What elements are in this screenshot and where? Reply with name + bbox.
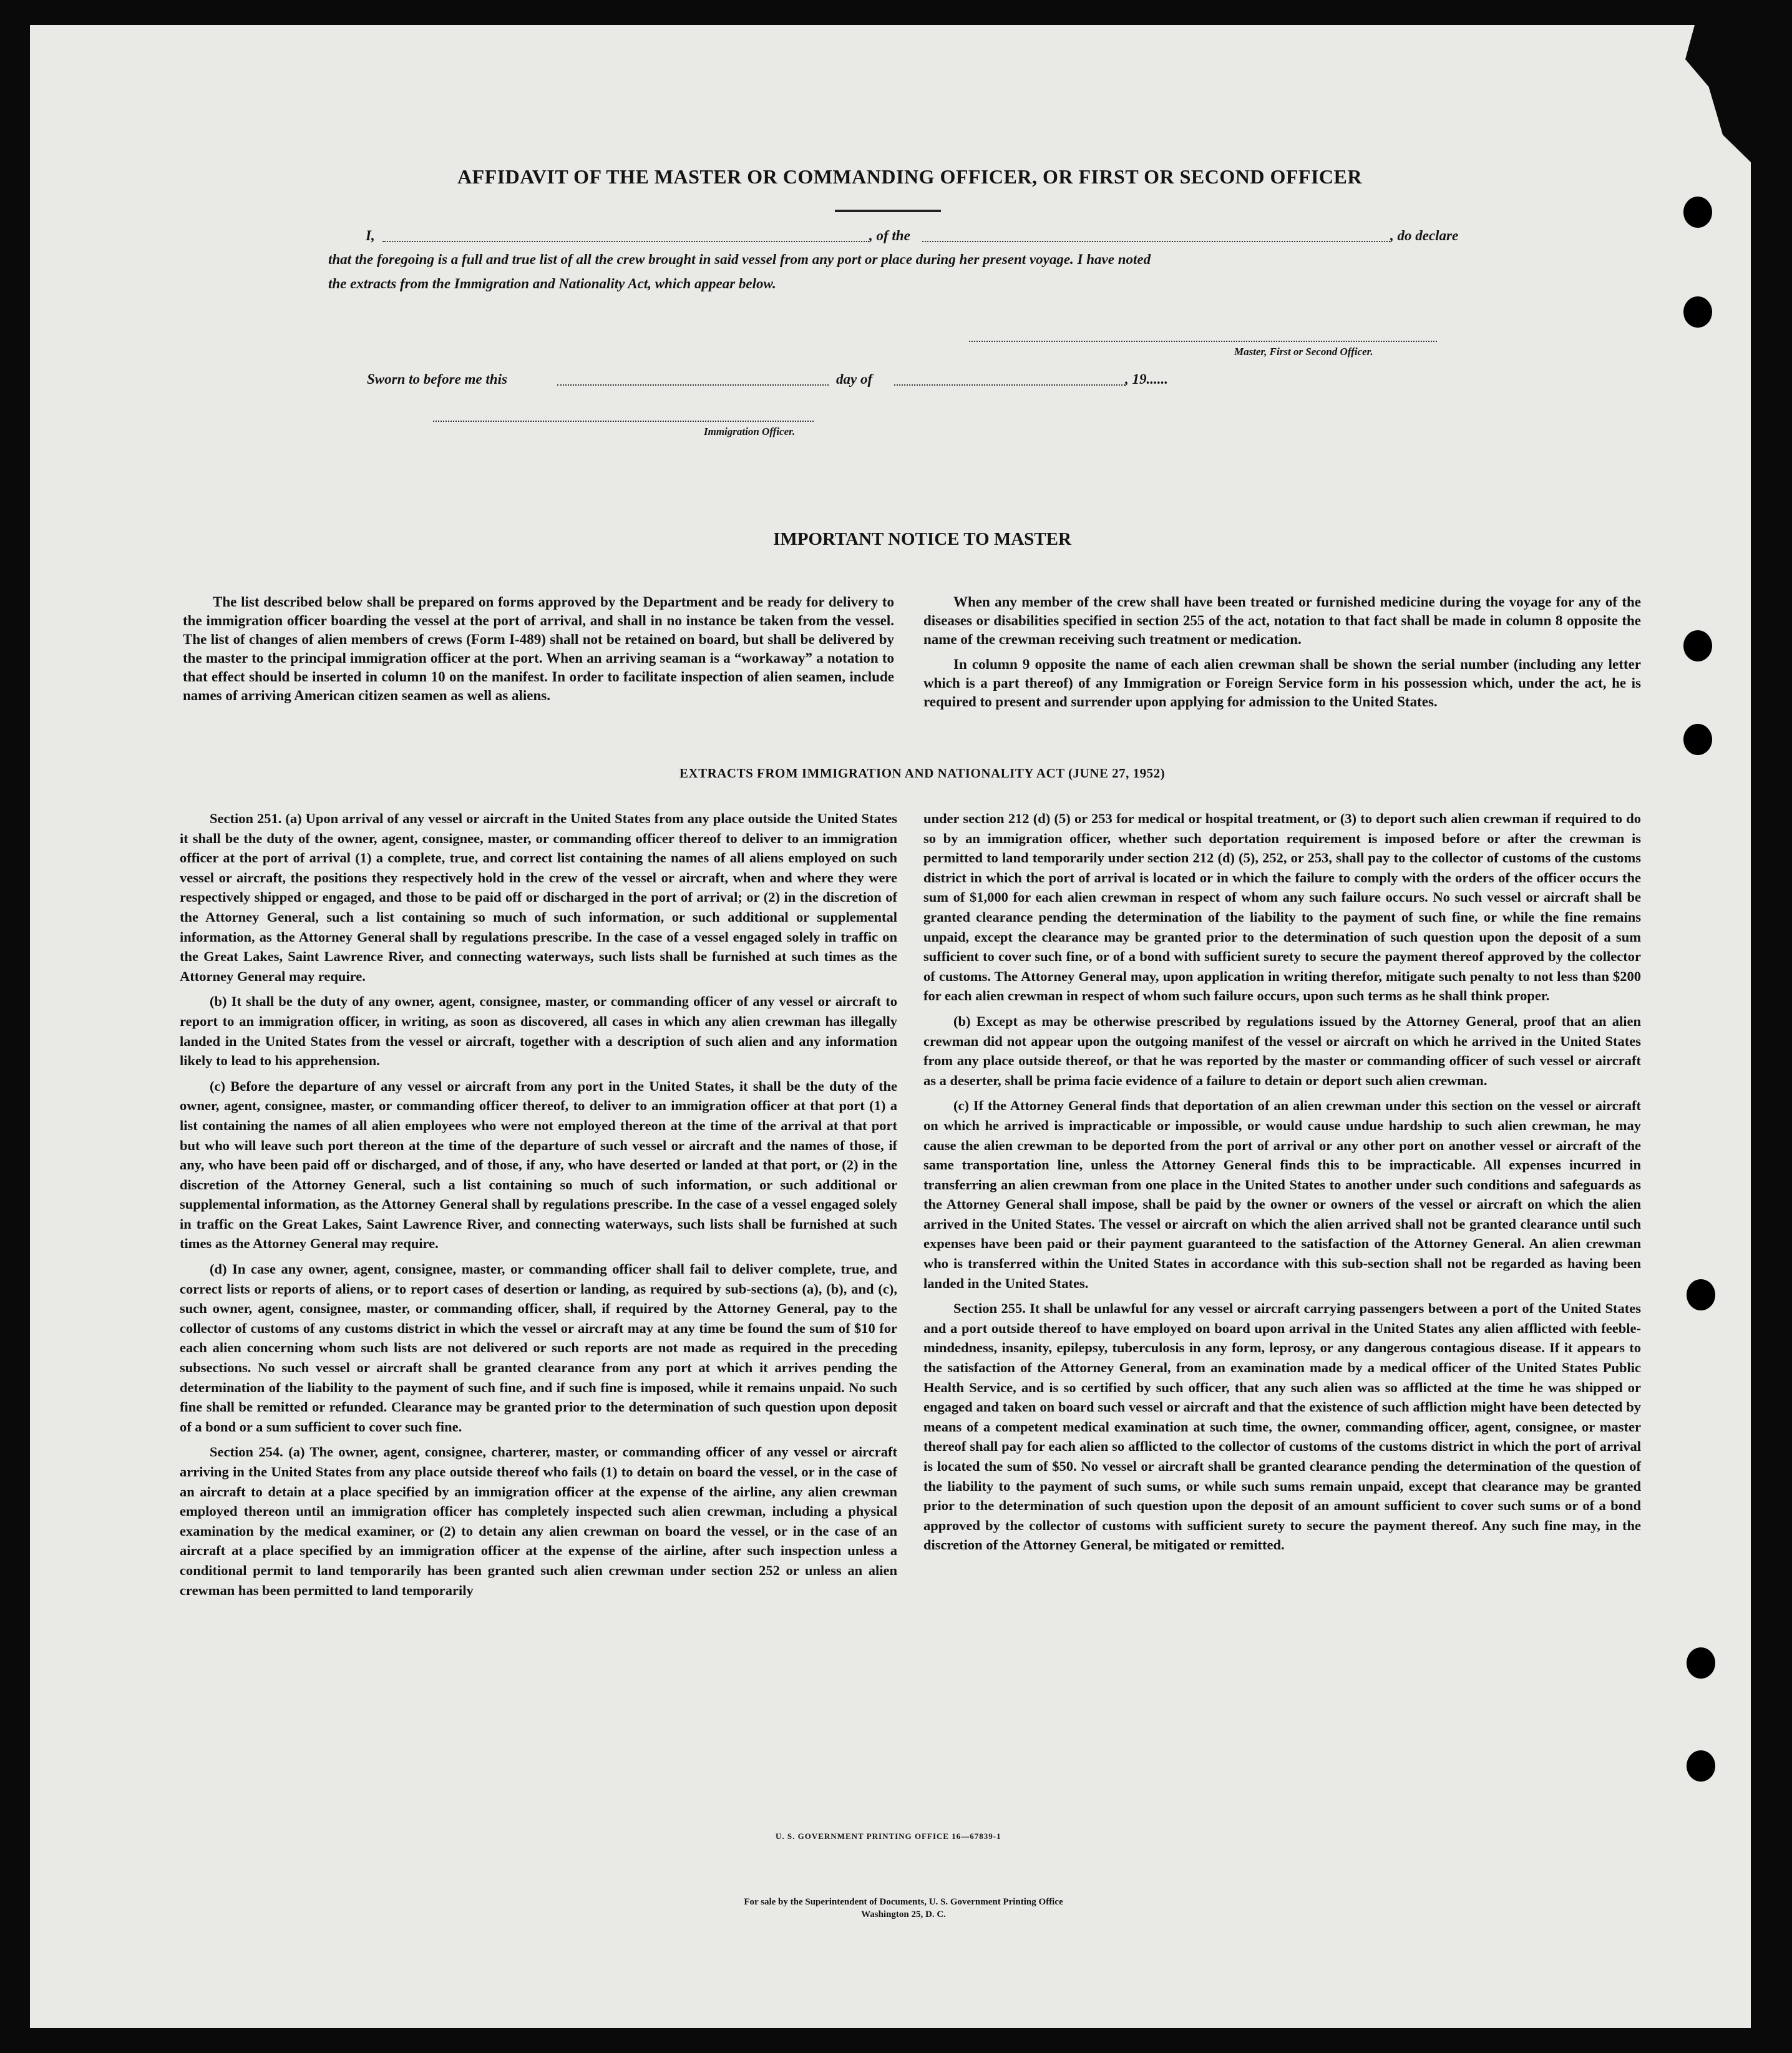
binder-hole — [1683, 197, 1712, 228]
extracts-right-column — [923, 809, 1641, 1561]
binder-hole — [1683, 296, 1712, 328]
binder-hole — [1683, 630, 1712, 661]
document-page — [30, 25, 1751, 2028]
declarant-name-blank[interactable] — [382, 241, 869, 242]
immigration-officer-signature-blank[interactable] — [433, 421, 814, 422]
binder-hole — [1687, 1279, 1715, 1310]
binder-hole — [1687, 1647, 1715, 1679]
master-signature-caption: Master, First or Second Officer. — [1234, 346, 1373, 358]
sworn-year-label: , 19...... — [1125, 371, 1168, 387]
notice-title: IMPORTANT NOTICE TO MASTER — [773, 529, 1071, 549]
statute-paragraph: Section 255. It shall be unlawful for any vessel or aircraft carrying passengers between a port of the United States and a port outside thereof to have employed on board upon arrival in the United States any alien afflicted with feeble-mindedness, insanity, epilepsy, tuberculosis in any form, leprosy, or any dangerous contagious disease. If it appears to the satisfaction of the Attorney General, from an examination made by a medical officer of the United States Public Health Service, and is so certified by such officer, that any such alien was so afflicted at the time he was shipped or engaged and taken on board such vessel or aircraft and that the existence of such affliction might have been detected by means of a competent medical examination at such time, the owner, commanding officer, agent, consignee, or master thereof shall pay for each alien so afflicted to the collector of customs of the customs district in which the port of arrival is located the sum of $50. No vessel or aircraft shall be granted clearance pending the determination of the question of the liability to the payment of such sums, or while such sums remain unpaid, except that clearance may be granted prior to the determination of such question upon the deposit of an amount sufficient to cover such sums or of a bond approved by the collector of customs with sufficient surety to secure the payment thereof. Any such fine may, in the discretion of the Attorney General, be mitigated or remitted. — [923, 1300, 1641, 1553]
statute-paragraph: (b) Except as may be otherwise prescribed by regulations issued by the Attorney General, proof that an alien crewman did not appear upon the outgoing manifest of the vessel or aircraft on which he arrived in the United States from any place outside thereof, or that he was reported by the master or commanding officer of such vessel or aircraft as a deserter, shall be prima facie evidence of a failure to detain or deport such alien crewman. — [923, 1013, 1641, 1088]
notice-left-column — [183, 593, 894, 711]
sworn-day-blank[interactable] — [557, 384, 829, 386]
notice-right-column — [923, 593, 1641, 718]
affidavit-title: AFFIDAVIT OF THE MASTER OR COMMANDING OFFICER, OR FIRST OR SECOND OFFICER — [457, 165, 1362, 188]
statute-paragraph: (c) Before the departure of any vessel or aircraft from any port in the United States, it shall be the duty of the owner, agent, consignee, master, or commanding officer thereof, to deliver to an immigration officer at that port (1) a list containing the names of all alien employees who were not employed thereon at the time of the arrival at that port but who will leave such port thereon at the time of the departure of such vessel or aircraft and the names of those, if any, who have been paid off or discharged, and of those, if any, who have deserted or landed at that port, or (2) in the discretion of the Attorney General, such a list containing so much of such information, or such additional or supplemental information, as the Attorney General shall by regulations prescribe. In the case of a vessel engaged solely in traffic on the Great Lakes, Saint Lawrence River, and connecting waterways, such lists shall be furnished at such times as the Attorney General may require. — [180, 1078, 897, 1252]
sale-notice-line: For sale by the Superintendent of Documents, U. S. Government Printing Office — [744, 1897, 1063, 1907]
vessel-name-blank[interactable] — [922, 241, 1390, 242]
title-rule — [835, 210, 941, 212]
statute-paragraph: (b) It shall be the duty of any owner, agent, consignee, master, or commanding officer of any vessel or aircraft to report to an immigration officer, in writing, as soon as discovered, all cases in which any alien crewman has illegally landed in the United States from the vessel or aircraft, together with a description of such alien and any information likely to lead to his apprehension. — [180, 993, 897, 1069]
statute-paragraph: (c) If the Attorney General finds that deportation of an alien crewman under this section on the vessel or aircraft on which he arrived is impracticable or impossible, or would cause undue hardship to such alien crewman, he may cause the alien crewman to be deported from the port of arrival or any other port on another vessel or aircraft of the same transportation line, unless the Attorney General finds this to be impracticable. All expenses incurred in transferring an alien crewman from one place in the United States to another under such conditions and safeguards as the Attorney General shall impose, shall be paid by the owner or owners of the vessel or aircraft on which the alien arrived in the United States. The vessel or aircraft on which the alien arrived shall not be granted clearance until such expenses have been paid or their payment guaranteed to the satisfaction of the Attorney General. An alien crewman who is transferred within the United States in accordance with this sub-section shall not be regarded as having been landed in the United States. — [923, 1098, 1641, 1291]
sworn-label: Sworn to before me this — [367, 371, 507, 387]
notice-paragraph: When any member of the crew shall have been treated or furnished medicine during the voyage for any of the diseases or disabilities specified in section 255 of the act, notation to that fact shall be made in column 8 opposite the name of the crewman receiving such treatment or medication. — [923, 594, 1641, 647]
statute-paragraph: Section 251. (a) Upon arrival of any vessel or aircraft in the United States from any place outside the United States it shall be the duty of the owner, agent, consignee, master, or commanding officer thereof to deliver to an immigration officer at the port of arrival (1) a complete, true, and correct list containing the names of all aliens employed on such vessel or aircraft, the positions they respectively hold in the crew of the vessel or aircraft, when and where they were respectively shipped or engaged, and those to be paid off or discharged in the port of arrival; or (2) in the discretion of the Attorney General, such a list containing so much of such information, or such additional or supplemental information, as the Attorney General shall by regulations prescribe. In the case of a vessel engaged solely in traffic on the Great Lakes, Saint Lawrence River, and connecting waterways, such lists shall be furnished at such times as the Attorney General may require. — [180, 811, 897, 984]
statute-paragraph: under section 212 (d) (5) or 253 for medical or hospital treatment, or (3) to deport such alien crewman if required to do so by an immigration officer, whether such deportation requirement is imposed before or after the crewman is permitted to land temporarily under section 212 (d) (5), 252, or 253, shall pay to the collector of customs of the customs district in which the port of arrival is located or in which the failure to comply with the orders of the officer occurs the sum of $1,000 for each alien crewman in respect of whom any such failure occurs. No such vessel or aircraft shall be granted clearance pending the determination of the liability to the payment of such fine, or while the fine remains unpaid, except the clearance may be granted prior to the determination of such question upon the deposit of a sum sufficient to cover such fine, or of a bond with sufficient surety to secure the payment thereof approved by the collector of customs. The Attorney General may, upon application in writing therefor, mitigate such penalty to not less than $200 for each alien crewman in respect of whom such failure occurs, upon such terms as he shall think proper. — [923, 811, 1641, 1004]
extracts-left-column — [180, 809, 897, 1606]
sale-notice — [529, 1896, 1278, 1921]
affidavit-line-3: the extracts from the Immigration and Nationality Act, which appear below. — [328, 276, 776, 291]
declarant-i-label: I, — [366, 228, 375, 243]
statute-paragraph: Section 254. (a) The owner, agent, consignee, charterer, master, or commanding officer of any vessel or aircraft arriving in the United States from any place outside thereof who fails (1) to detain on board the vessel, or in the case of an aircraft to detain at a place specified by an immigration officer at the expense of the airline, any alien crewman employed thereon until an immigration officer has completely inspected such alien crewman, including a physical examination by the medical examiner, or (2) to detain any alien crewman on board the vessel, or in the case of an aircraft at a place specified by an immigration officer at the expense of the airline, after such inspection unless a conditional permit to land temporarily has been granted such alien crewman under section 252 or unless an alien crewman has been permitted to land temporarily — [180, 1444, 897, 1598]
of-the-label: , of the — [869, 228, 910, 243]
extracts-title: EXTRACTS FROM IMMIGRATION AND NATIONALITY ACT (JUNE 27, 1952) — [679, 766, 1166, 781]
do-declare-label: , do declare — [1390, 228, 1459, 243]
sale-notice-line: Washington 25, D. C. — [861, 1909, 946, 1919]
notice-paragraph: The list described below shall be prepared on forms approved by the Department and be ready for delivery to the immigration officer boarding the vessel at the port of arrival, and shall in no instance be taken from the vessel. The list of changes of alien members of crews (Form I-489) shall not be retained on board, but shall be delivered by the master to the principal immigration officer at the port. When an arriving seaman is a “workaway” a notation to that effect should be inserted in column 10 on the manifest. In order to facilitate inspection of alien seamen, include names of arriving American citizen seamen as well as aliens. — [183, 594, 894, 703]
notice-paragraph: In column 9 opposite the name of each alien crewman shall be shown the serial number (including any letter which is a part thereof) of any Immigration or Foreign Service form in his possession which, under the act, he is required to present and surrender upon applying for admission to the United States. — [923, 656, 1641, 710]
binder-hole — [1683, 724, 1712, 755]
affidavit-line-2: that the foregoing is a full and true list of all the crew brought in said vessel from any port or place during her present voyage. I have noted — [328, 251, 1151, 267]
day-of-label: day of — [836, 371, 873, 387]
sworn-month-blank[interactable] — [894, 384, 1125, 386]
torn-corner — [1657, 25, 1751, 162]
immigration-officer-caption: Immigration Officer. — [704, 426, 796, 437]
master-signature-blank[interactable] — [969, 341, 1437, 342]
binder-hole — [1687, 1750, 1715, 1782]
printing-office-code: U. S. GOVERNMENT PRINTING OFFICE 16—67839-1 — [776, 1831, 1001, 1841]
statute-paragraph: (d) In case any owner, agent, consignee, master, or commanding officer shall fail to deliver complete, true, and correct lists or reports of aliens, or to report cases of desertion or landing, as required by sub-sections (a), (b), and (c), such owner, agent, consignee, master, or commanding officer, shall, if required by the Attorney General, pay to the collector of customs of any customs district in which the vessel or aircraft may at any time be found the sum of $10 for each alien concerning whom such lists are not delivered or such reports are not made as required in the preceding subsections. No such vessel or aircraft shall be granted clearance from any port at which it arrives pending the determination of the liability to the payment of such fine, and if such fine is imposed, while it remains unpaid. No such fine shall be remitted or refunded. Clearance may be granted prior to the determination of such question upon deposit of a bond or a sum sufficient to cover such fine. — [180, 1261, 897, 1435]
